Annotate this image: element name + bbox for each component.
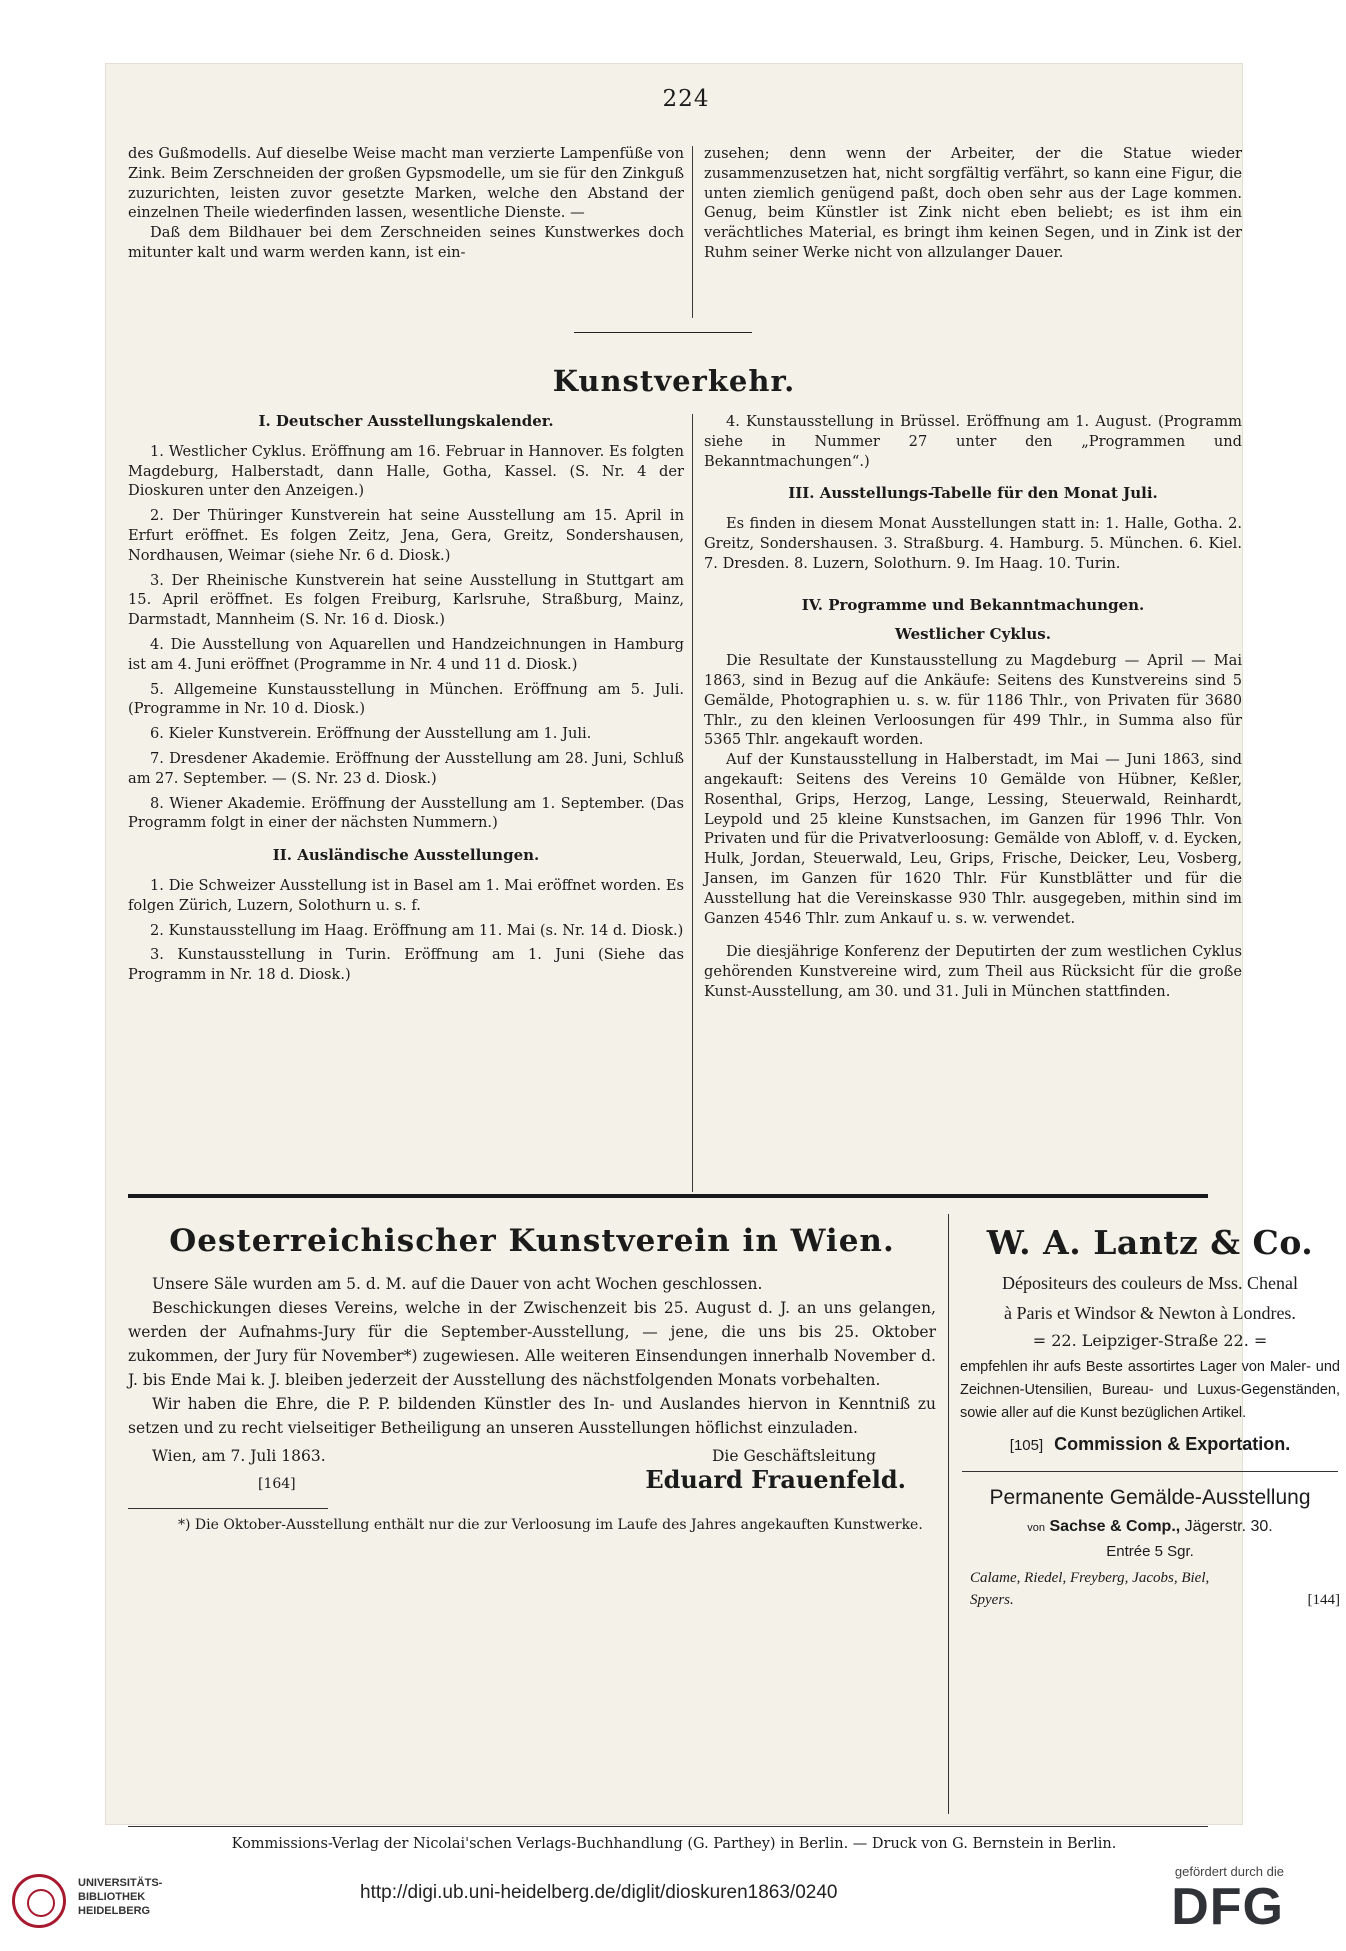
entree-price: Entrée 5 Sgr.: [1106, 1543, 1194, 1560]
heading-auslaendische-ausstellungen: II. Ausländische Ausstellungen.: [272, 846, 540, 865]
address: = 22. Leipziger-Straße 22. =: [1032, 1331, 1268, 1350]
commission-text: Commission & Exportation.: [1054, 1434, 1291, 1454]
ad-title: Oesterreichischer Kunstverein in Wien.: [169, 1223, 895, 1259]
ad-paragraph: Beschickungen dieses Vereins, welche in der Zwischenzeit bis 25. August d. J. an uns gelangen, werden der Aufnahms-Jury für die September-Ausstellung, — jene, die uns bis 25. Oktober zukommen, der Jury für November*) zugewiesen. Alle weiteren Einsendungen innerhalb November d. J. bis Ende Mai k. J. bleiben jederzeit der Ausstellung des nächstfolgenden Monats vorbehalten.: [128, 1299, 936, 1389]
subheading-westlicher-cyklus: Westlicher Cyklus.: [895, 625, 1051, 644]
exhibition-table-text: Es finden in diesem Monat Ausstellungen statt in: 1. Halle, Gotha. 2. Greitz, Sondershausen. 3. Straßburg. 4. Hamburg. 5. München. 6. Kiel. 7. Dresden. 8. Luzern, Solothurn. 9. Im Haag. 10. Turin.: [704, 515, 1242, 572]
list-item: 6. Kieler Kunstverein. Eröffnung der Ausstellung am 1. Juli.: [150, 725, 592, 743]
list-item: 2. Der Thüringer Kunstverein hat seine Ausstellung am 15. April in Erfurt eröffnet. Es folgen Zeitz, Jena, Gera, Greitz, Sondershausen, Nordhausen, Weimar (siehe Nr. 6 d. Diosk.): [128, 507, 684, 564]
section-title: Kunstverkehr.: [552, 364, 796, 398]
left-column: [128, 412, 684, 985]
list-item: 8. Wiener Akademie. Eröffnung der Ausstellung am 1. September. (Das Programm folgt in einer der nächsten Nummern.): [128, 794, 684, 832]
artist-line-last: [970, 1589, 1340, 1611]
advertisement-lantz: [954, 1214, 1346, 1611]
ad-signature-line: [128, 1465, 936, 1496]
dfg-logo[interactable]: [1074, 1864, 1284, 1935]
list-item: 1. Westlicher Cyklus. Eröffnung am 16. Februar in Hannover. Es folgten Magdeburg, Halberstadt, dann Halle, Gotha, Kassel. (S. Nr. 4 der Dioskuren unter den Anzeigen.): [128, 442, 684, 500]
artist-name: Spyers.: [970, 1592, 1014, 1608]
ad-reference: [164]: [258, 1476, 296, 1492]
library-name-line: BIBLIOTHEK: [78, 1891, 146, 1903]
left-intro-para: Daß dem Bildhauer bei dem Zerschneiden seines Kunstwerkes doch mitunter kalt und warm werden kann, ist ein-: [128, 224, 684, 261]
list-item: 7. Dresdener Akademie. Eröffnung der Ausstellung am 28. Juni, Schluß am 27. September. — (S. Nr. 23 d. Diosk.): [128, 749, 684, 787]
management: Die Geschäftsleitung: [711, 1447, 876, 1465]
footer-bar: [0, 1860, 1298, 1951]
left-intro-para: des Gußmodells. Auf dieselbe Weise macht man verzierte Lampenfüße von Zink. Beim Zerschneiden der großen Gypsmodelle, um sie für den Zinkguß zuzurichten, leisten zuvor gesetzte Marken, welche den Abstand der einzelnen Theile wiederfinden lassen, wesentliche Dienste. —: [128, 145, 684, 222]
library-name-line: HEIDELBERG: [78, 1905, 151, 1917]
list-item: 4. Kunstausstellung in Brüssel. Eröffnung am 1. August. (Programm siehe in Nummer 27 unter den „Programmen und Bekanntmachungen“.): [704, 413, 1242, 470]
sachse-firm: Sachse & Comp.,: [1049, 1518, 1181, 1535]
ad-rule: [962, 1471, 1338, 1472]
ad-divider: [948, 1214, 949, 1814]
sachse-street: Jägerstr. 30.: [1184, 1518, 1273, 1535]
ad-paragraph: Unsere Säle wurden am 5. d. M. auf die Dauer von acht Wochen geschlossen.: [152, 1275, 763, 1293]
ad-reference: [105]: [1009, 1437, 1044, 1454]
artist-line: Calame, Riedel, Freyberg, Jacobs, Biel,: [970, 1570, 1210, 1586]
divider-rule: [574, 332, 752, 333]
heading-programme: IV. Programme und Bekanntmachungen.: [801, 595, 1145, 614]
thick-rule: [128, 1194, 1208, 1198]
funded-by: gefördert durch die: [1174, 1864, 1284, 1879]
von-word: von: [1027, 1522, 1046, 1534]
newspaper-page: [106, 64, 1340, 1852]
seal-icon: [12, 1874, 66, 1928]
ad-paragraph: Wir haben die Ehre, die P. P. bildenden Künstler des In- und Auslandes hiervon in Kenntniß zu setzen und zu recht vielseitiger Betheiligung an unseren Ausstellungen höflichst einzuladen.: [128, 1395, 936, 1437]
column-divider: [692, 414, 693, 1192]
paragraph: Die Resultate der Kunstausstellung zu Magdeburg — April — Mai 1863, sind in Bezug auf die Ankäufe: Seitens des Kunstvereins sind 5 Gemälde, Photographien u. s. w. für 1186 Thlr., von Privaten für 3680 Thlr., zu den kleinen Verloosungen für 499 Thlr., in Summa also für 5365 Thlr. angekauft worden.: [704, 652, 1242, 749]
right-column: [704, 412, 1242, 1002]
ad-reference: [144]: [1307, 1592, 1340, 1608]
right-intro-para: zusehen; denn wenn der Arbeiter, der die Statue wieder zusammenzusetzen hat, nicht sorgfältig verfährt, so kann eine Figur, die unten ziemlich genügend paßt, doch oben sehr aus der Lage kommen. Genug, beim Künstler ist Zink nicht eben beliebt; es ist ihm ein verächtliches Material, es bringt ihm keinen Segen, und in Zink ist der Ruhm seiner Werke nicht von allzulanger Dauer.: [704, 145, 1242, 261]
dfg-wordmark: DFG: [1171, 1878, 1284, 1936]
right-intro: [704, 144, 1242, 263]
signature: Eduard Frauenfeld.: [645, 1465, 906, 1494]
list-item: 3. Der Rheinische Kunstverein hat seine Ausstellung in Stuttgart am 15. April eröffnet. Es folgen Freiburg, Karlsruhe, Straßburg, Mainz, Darmstadt, Mannheim (S. Nr. 16 d. Diosk.): [128, 571, 684, 629]
source-url[interactable]: http://digi.ub.uni-heidelberg.de/diglit/dioskuren1863/0240: [360, 1882, 838, 1903]
artist-list: [954, 1563, 1346, 1611]
list-item: 2. Kunstausstellung im Haag. Eröffnung am 11. Mai (s. Nr. 14 d. Diosk.): [150, 921, 684, 939]
list-item: 4. Die Ausstellung von Aquarellen und Handzeichnungen in Hamburg ist am 4. Juni eröffnet (Programme in Nr. 4 und 11 d. Diosk.): [128, 635, 684, 673]
paragraph: Auf der Kunstausstellung in Halberstadt, im Mai — Juni 1863, sind angekauft: Seitens des Vereins 10 Gemälde von Hübner, Keßler, Rosenthal, Grips, Herzog, Lange, Lessing, Steuerwald, Reinhardt, Leypold und 25 kleine Kunstsachen, im Ganzen für 1996 Thlr. Von Privaten und für die Privatverloosung: Gemälde von Abloff, v. d. Eycken, Hulk, Jordan, Steuerwald, Leu, Grips, Frische, Deicker, Leu, Vosberg, Jansen, im Ganzen für 1620 Thlr. Für Kunstblätter und für die Ausstellung hat die Vereinskasse 930 Thlr. ausgegeben, mithin sind im Ganzen 4546 Thlr. zum Ankauf u. s. w. verwendet.: [704, 751, 1242, 927]
description: empfehlen ihr aufs Beste assortirtes Lager von Maler- und Zeichnen-Utensilien, Bureau- und Luxus-Gegenständen, sowie aller auf die Kunst bezüglichen Artikel.: [960, 1359, 1340, 1421]
footnote-rule: [128, 1508, 328, 1509]
column-divider: [692, 146, 693, 318]
depositeurs-line: à Paris et Windsor & Newton à Londres.: [1004, 1303, 1296, 1323]
library-name-line: UNIVERSITÄTS-: [78, 1877, 163, 1889]
permanent-exhibition: Permanente Gemälde-Ausstellung: [989, 1486, 1311, 1509]
library-name: [78, 1876, 162, 1918]
imprint: Kommissions-Verlag der Nicolai'schen Verlags-Buchhandlung (G. Parthey) in Berlin. — Druck von G. Bernstein in Berlin.: [231, 1836, 1117, 1852]
advertisement-kunstverein-wien: [128, 1214, 936, 1536]
page-number: 224: [662, 86, 710, 112]
list-item: 5. Allgemeine Kunstausstellung in München. Eröffnung am 5. Juli. (Programme in Nr. 10 d. Diosk.): [128, 680, 684, 718]
firm-name: W. A. Lantz & Co.: [986, 1223, 1314, 1262]
heading-deutscher-ausstellungskalender: I. Deutscher Ausstellungskalender.: [258, 412, 554, 430]
list-item: 1. Die Schweizer Ausstellung ist in Basel am 1. Mai eröffnet worden. Es folgen Zürich, Luzern, Solothurn u. s. f.: [128, 876, 684, 914]
heading-ausstellungs-tabelle: III. Ausstellungs-Tabelle für den Monat Juli.: [788, 484, 1158, 503]
footnote: *) Die Oktober-Ausstellung enthält nur die zur Verloosung im Laufe des Jahres angekauften Kunstwerke.: [178, 1517, 923, 1533]
sachse-line: [954, 1516, 1346, 1539]
place-date: Wien, am 7. Juli 1863.: [152, 1447, 326, 1465]
list-item: 3. Kunstausstellung in Turin. Eröffnung am 1. Juni (Siehe das Programm in Nr. 18 d. Diosk.): [128, 946, 684, 984]
paragraph: Die diesjährige Konferenz der Deputirten der zum westlichen Cyklus gehörenden Kunstvereine wird, zum Theil aus Rücksicht für die große Kunst-Ausstellung, am 30. und 31. Juli in München stattfinden.: [704, 943, 1242, 1000]
university-library-logo[interactable]: [12, 1870, 192, 1930]
depositeurs-line: Dépositeurs des couleurs de Mss. Chenal: [1002, 1273, 1298, 1293]
commission-line: [954, 1433, 1346, 1457]
imprint-rule: [128, 1826, 1208, 1827]
left-intro: [128, 144, 684, 263]
